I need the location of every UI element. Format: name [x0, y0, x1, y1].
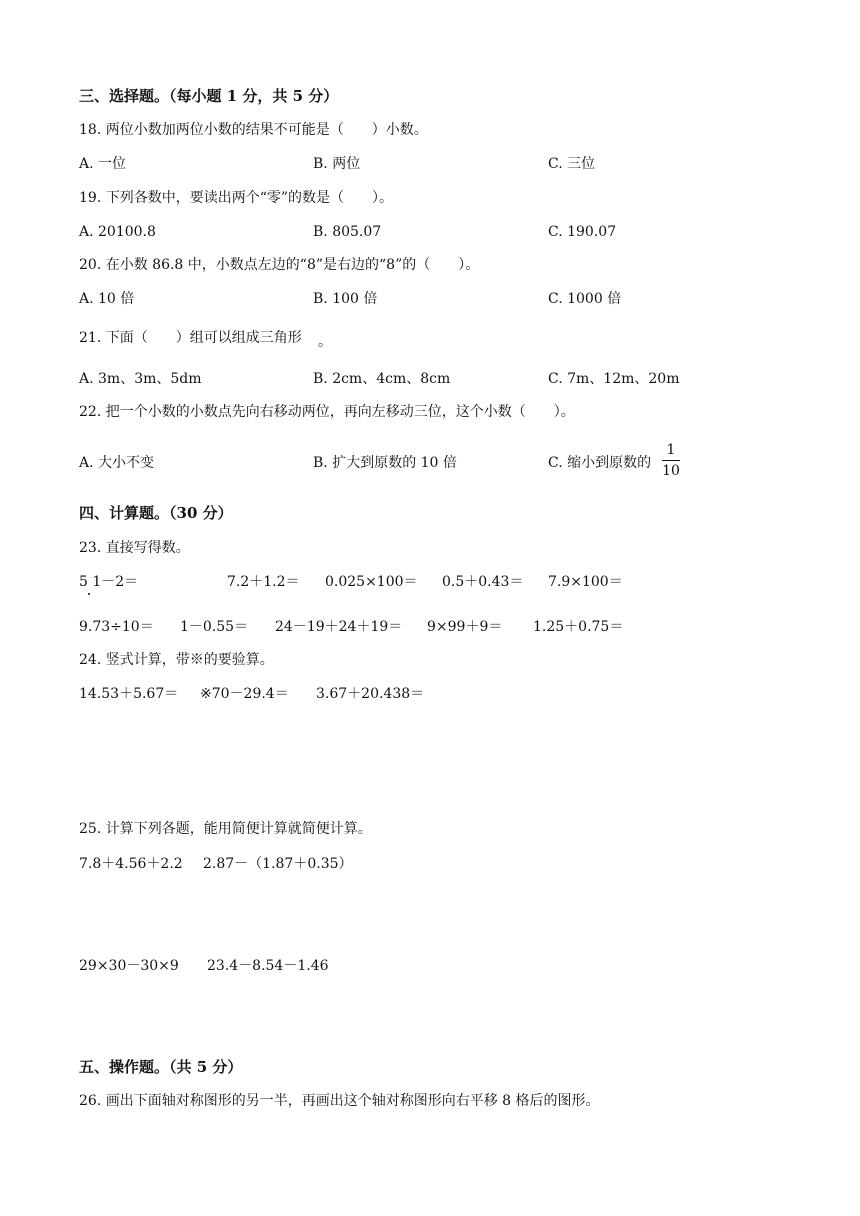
q23-item-6: 9.73÷10＝: [79, 619, 154, 635]
question-24-stem: 24. 竖式计算，带※的要验算。: [79, 652, 274, 668]
fraction-one-tenth: [661, 441, 681, 480]
q23-item-1: 5 1－2＝: [79, 574, 139, 590]
q25-item-3: 29×30－30×9: [79, 958, 179, 974]
question-23-stem: 23. 直接写得数。: [79, 540, 190, 556]
question-25-stem: 25. 计算下列各题，能用简便计算就简便计算。: [79, 821, 372, 837]
q23-item-2: 7.2＋1.2＝: [227, 574, 300, 590]
q24-item-2: ※70－29.4＝: [200, 686, 289, 702]
question-18-option-a: A. 一位: [79, 156, 127, 172]
question-20-option-b: B. 100 倍: [313, 291, 378, 307]
question-19-stem: 19. 下列各数中，要读出两个“零”的数是（ ）。: [79, 190, 394, 206]
section-3-heading: 三、选择题。（每小题 1 分，共 5 分）: [79, 87, 339, 105]
section-4-heading: 四、计算题。（30 分）: [79, 504, 233, 522]
fraction-numerator: 1: [666, 442, 676, 458]
question-22-stem: 22. 把一个小数的小数点先向右移动两位，再向左移动三位，这个小数（ ）。: [79, 404, 575, 420]
question-21-option-a: A. 3m、3m、5dm: [79, 371, 202, 387]
q25-item-1: 7.8＋4.56＋2.2: [79, 856, 183, 872]
question-22-option-b: B. 扩大到原数的 10 倍: [313, 455, 457, 471]
question-18-stem: 18. 两位小数加两位小数的结果不可能是（ ）小数。: [79, 122, 428, 138]
recurring-decimal-dot: [88, 593, 90, 595]
question-21-stem-end: 。: [318, 334, 332, 350]
q23-item-8: 24－19＋24＋19＝: [275, 619, 403, 635]
question-21-option-b: B. 2cm、4cm、8cm: [313, 371, 451, 387]
q23-item-4: 0.5＋0.43＝: [442, 574, 524, 590]
question-19-option-a: A. 20100.8: [79, 224, 156, 240]
question-20-stem: 20. 在小数 86.8 中，小数点左边的“8”是右边的“8”的（ ）。: [79, 257, 480, 273]
q23-item-7: 1－0.55＝: [180, 619, 249, 635]
q25-item-4: 23.4－8.54－1.46: [207, 958, 329, 974]
q23-item-5: 7.9×100＝: [548, 574, 623, 590]
question-19-option-c: C. 190.07: [548, 224, 617, 240]
question-20-option-a: A. 10 倍: [79, 291, 135, 307]
question-19-option-b: B. 805.07: [313, 224, 382, 240]
fraction-bar: [662, 460, 680, 461]
q25-item-2: 2.87－（1.87＋0.35）: [203, 856, 353, 872]
fraction-denominator: 10: [662, 463, 680, 479]
q23-item-9: 9×99＋9＝: [427, 619, 503, 635]
q23-item-3: 0.025×100＝: [325, 574, 418, 590]
section-5-heading: 五、操作题。（共 5 分）: [79, 1058, 243, 1076]
question-21-option-c: C. 7m、12m、20m: [548, 371, 680, 387]
question-20-option-c: C. 1000 倍: [548, 291, 622, 307]
question-21-stem: 21. 下面（ ）组可以组成三角形: [79, 330, 302, 346]
q23-item-10: 1.25＋0.75＝: [533, 619, 624, 635]
q24-item-1: 14.53＋5.67＝: [79, 686, 179, 702]
question-22-option-c: C. 缩小到原数的: [548, 455, 652, 471]
question-18-option-c: C. 三位: [548, 156, 596, 172]
q24-item-3: 3.67＋20.438＝: [316, 686, 425, 702]
question-22-option-a: A. 大小不变: [79, 455, 155, 471]
question-18-option-b: B. 两位: [313, 156, 361, 172]
question-26-stem: 26. 画出下面轴对称图形的另一半，再画出这个轴对称图形向右平移 8 格后的图形。: [79, 1093, 600, 1109]
